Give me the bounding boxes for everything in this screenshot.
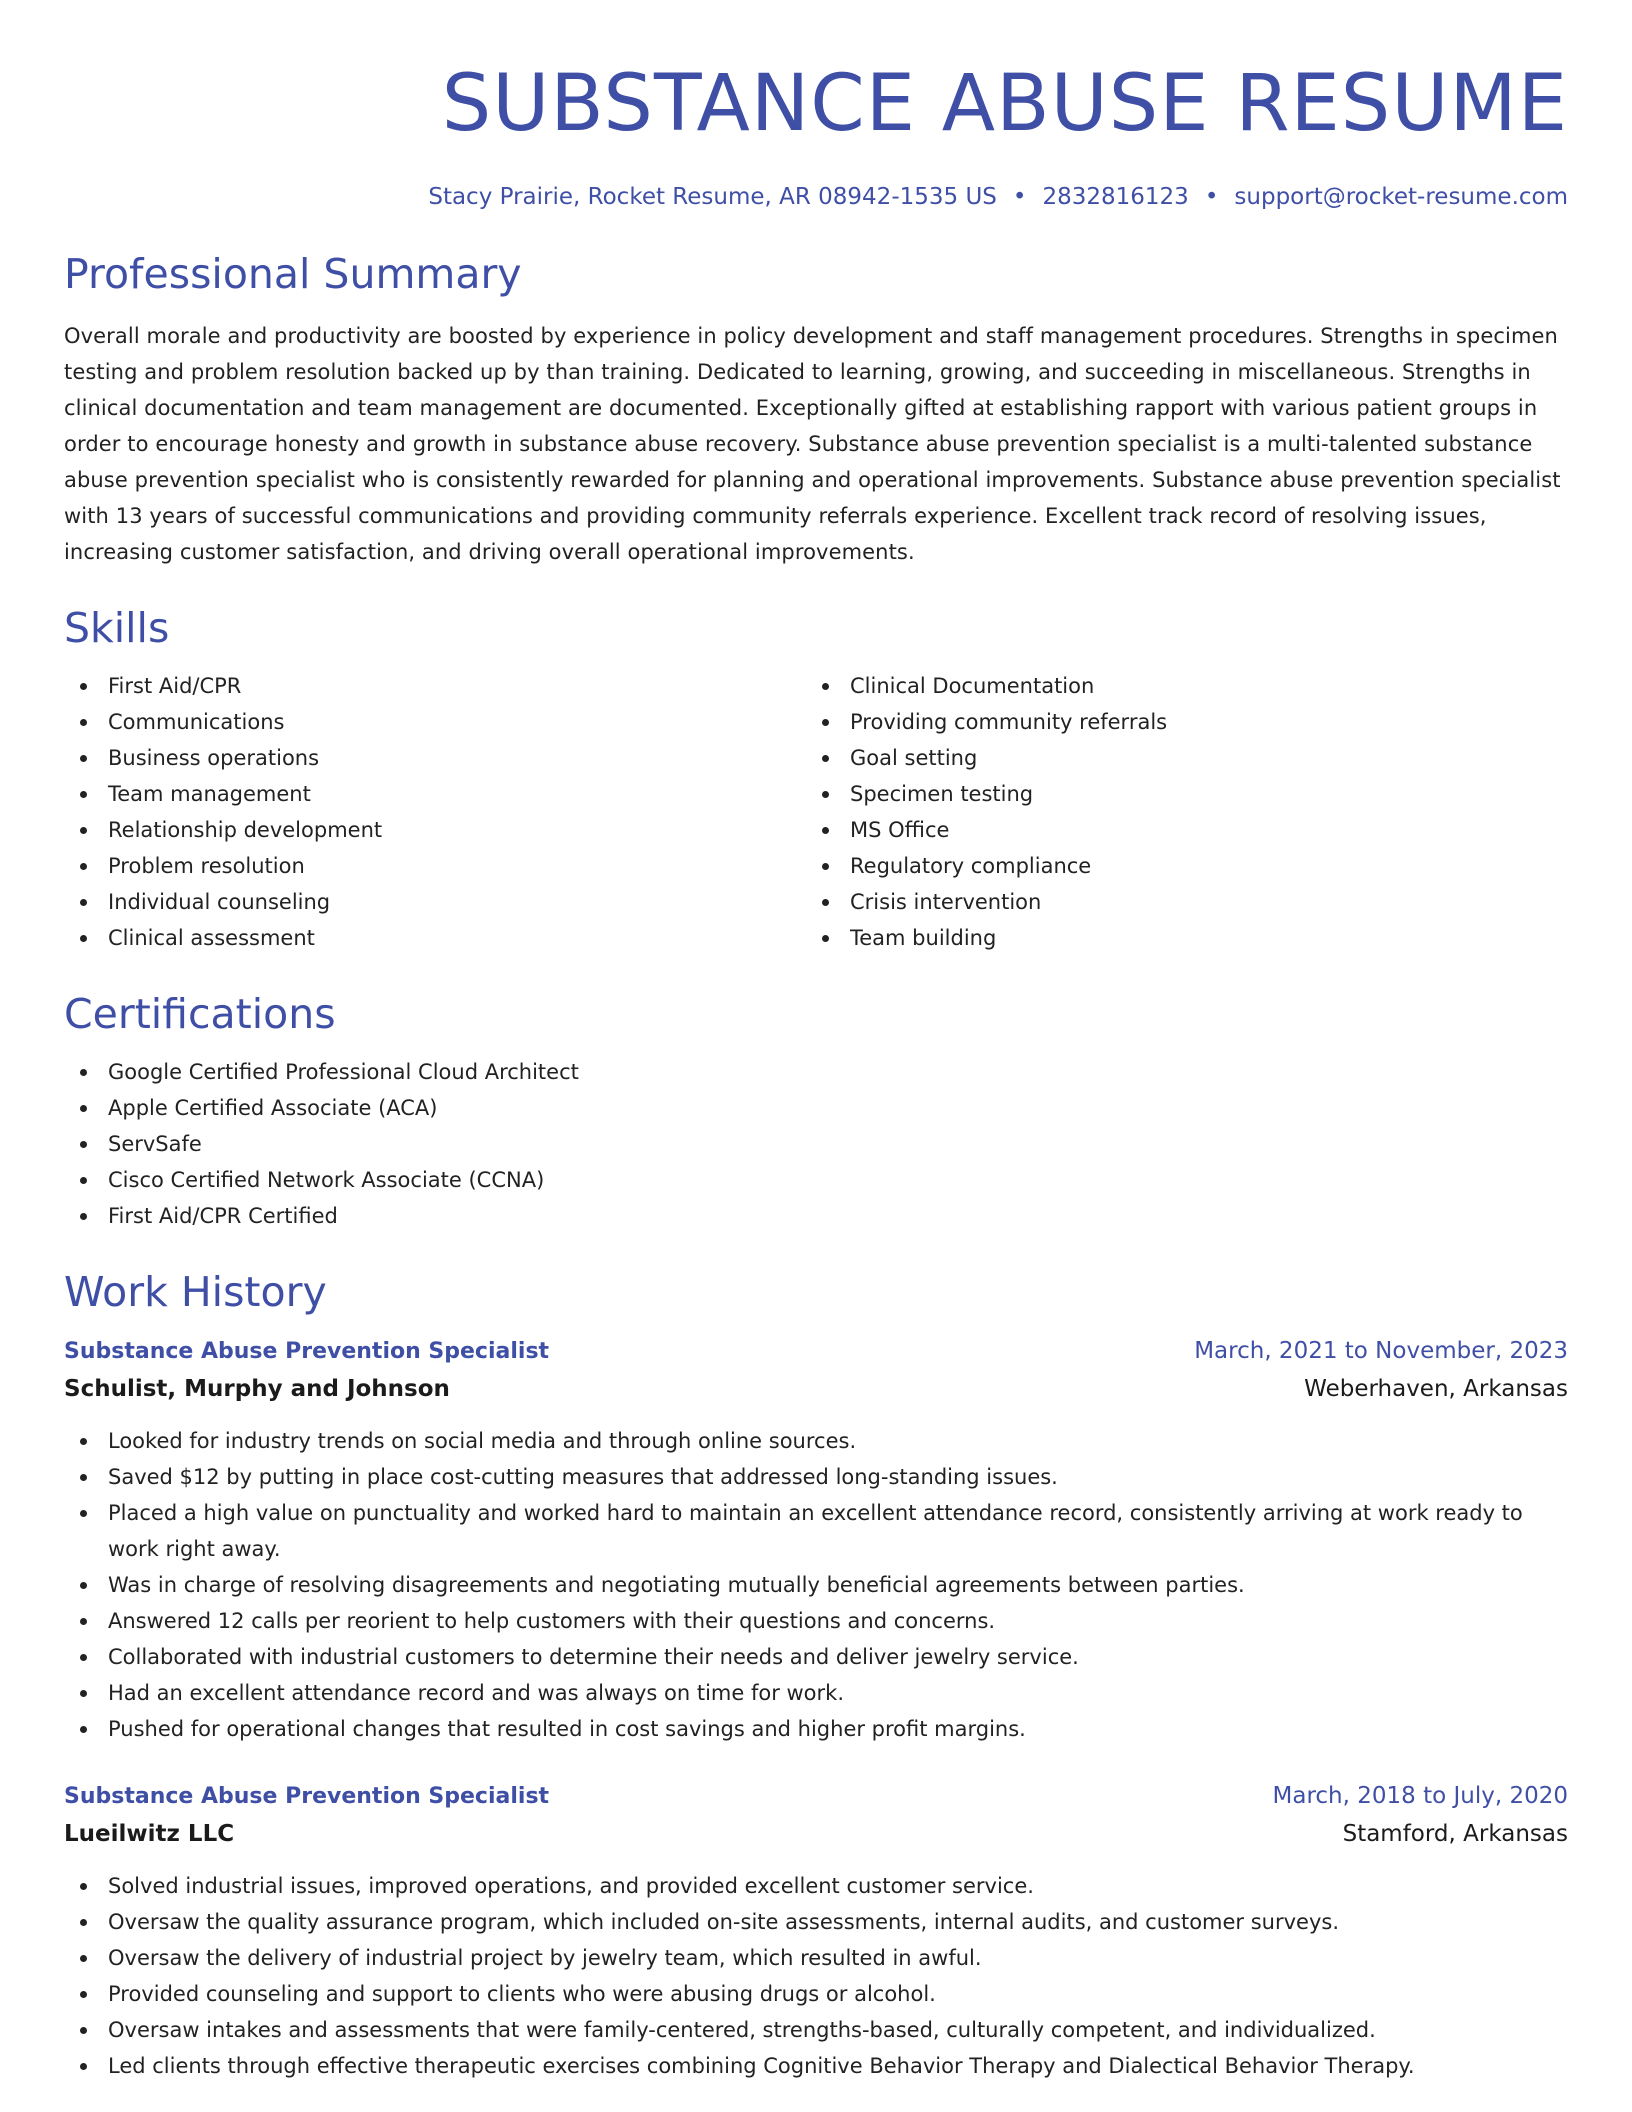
skills-heading: Skills: [64, 604, 170, 652]
job-duty-item: Saved $12 by putting in place cost-cutting measures that addressed long-standing issues.: [64, 1459, 1568, 1495]
job-duties-list: [64, 1423, 1568, 1747]
skill-item: Crisis intervention: [806, 884, 1548, 920]
skill-item: Relationship development: [64, 812, 806, 848]
certification-item: Cisco Certified Network Associate (CCNA): [64, 1162, 1568, 1198]
job-title: Substance Abuse Prevention Specialist: [64, 1339, 550, 1364]
skills-column-left: [64, 668, 806, 956]
skills-list-left: [64, 668, 806, 956]
job-duties-list: [64, 1868, 1568, 2084]
job-duty-item: Solved industrial issues, improved operations, and provided excellent customer service.: [64, 1868, 1568, 1904]
skill-item: Business operations: [64, 740, 806, 776]
summary-heading: Professional Summary: [64, 250, 522, 298]
job-duty-item: Pushed for operational changes that resulted in cost savings and higher profit margins.: [64, 1711, 1568, 1747]
skill-item: Communications: [64, 704, 806, 740]
contact-phone[interactable]: 2832816123: [1042, 184, 1189, 210]
skills-column-right: [806, 668, 1548, 956]
job-title: Substance Abuse Prevention Specialist: [64, 1784, 550, 1809]
job-duty-item: Oversaw the delivery of industrial project by jewelry team, which resulted in awful.: [64, 1940, 1568, 1976]
skill-item: Clinical Documentation: [806, 668, 1548, 704]
skill-item: Specimen testing: [806, 776, 1548, 812]
job-duty-item: Oversaw the quality assurance program, which included on-site assessments, internal audits, and customer surveys.: [64, 1904, 1568, 1940]
job-duty-item: Oversaw intakes and assessments that were family-centered, strengths-based, culturally competent, and individualized.: [64, 2012, 1568, 2048]
job-dates: March, 2018 to July, 2020: [1272, 1783, 1568, 1809]
job-header: [64, 1779, 1568, 1814]
skill-item: Providing community referrals: [806, 704, 1548, 740]
skills-list-right: [806, 668, 1548, 956]
job-location: Stamford, Arkansas: [1342, 1821, 1568, 1847]
certification-item: ServSafe: [64, 1126, 1568, 1162]
certification-item: Google Certified Professional Cloud Architect: [64, 1054, 1568, 1090]
certifications-section: [64, 986, 1568, 1234]
job-entry: [64, 1334, 1568, 1747]
contact-separator: •: [1204, 184, 1219, 210]
contact-separator: •: [1012, 184, 1027, 210]
job-duty-item: Answered 12 calls per reorient to help customers with their questions and concerns.: [64, 1603, 1568, 1639]
certifications-list: [64, 1054, 1568, 1234]
job-duty-item: Led clients through effective therapeutic exercises combining Cognitive Behavior Therapy and Dialectical Behavior Therapy.: [64, 2048, 1568, 2084]
skill-item: Regulatory compliance: [806, 848, 1548, 884]
job-subheader: [64, 1814, 1568, 1854]
job-company: Lueilwitz LLC: [64, 1821, 235, 1847]
job-duty-item: Placed a high value on punctuality and worked hard to maintain an excellent attendance record, consistently arriving at work ready to work right away.: [64, 1495, 1568, 1567]
resume-title: SUBSTANCE ABUSE RESUME: [441, 59, 1568, 149]
skills-section: [64, 600, 1568, 956]
job-subheader: [64, 1369, 1568, 1409]
skill-item: MS Office: [806, 812, 1548, 848]
skill-item: Problem resolution: [64, 848, 806, 884]
job-duty-item: Had an excellent attendance record and was always on time for work.: [64, 1675, 1568, 1711]
job-dates: March, 2021 to November, 2023: [1194, 1338, 1568, 1364]
certification-item: Apple Certified Associate (ACA): [64, 1090, 1568, 1126]
skill-item: First Aid/CPR: [64, 668, 806, 704]
job-entry: [64, 1779, 1568, 2084]
job-duty-item: Was in charge of resolving disagreements and negotiating mutually beneficial agreements between parties.: [64, 1567, 1568, 1603]
contact-address: Stacy Prairie, Rocket Resume, AR 08942-1535 US: [428, 184, 997, 210]
skill-item: Individual counseling: [64, 884, 806, 920]
contact-line: [64, 180, 1568, 214]
summary-section: [64, 246, 1568, 570]
skill-item: Team management: [64, 776, 806, 812]
job-header: [64, 1334, 1568, 1369]
skill-item: Team building: [806, 920, 1548, 956]
job-duty-item: Provided counseling and support to clients who were abusing drugs or alcohol.: [64, 1976, 1568, 2012]
job-duty-item: Looked for industry trends on social media and through online sources.: [64, 1423, 1568, 1459]
skill-item: Goal setting: [806, 740, 1548, 776]
contact-email[interactable]: support@rocket-resume.com: [1234, 184, 1568, 210]
certification-item: First Aid/CPR Certified: [64, 1198, 1568, 1234]
job-duty-item: Collaborated with industrial customers to determine their needs and deliver jewelry service.: [64, 1639, 1568, 1675]
summary-text: Overall morale and productivity are boosted by experience in policy development and staff management procedures. Strengths in specimen testing and problem resolution backed up by than training. Dedicated to learning, growing, and succeeding in miscellaneous. Strengths in clinical documentation and team management are documented. Exceptionally gifted at establishing rapport with various patient groups in order to encourage honesty and growth in substance abuse recovery. Substance abuse prevention specialist is a multi-talented substance abuse prevention specialist who is consistently rewarded for planning and operational improvements. Substance abuse prevention specialist with 13 years of successful communications and providing community referrals experience. Excellent track record of resolving issues, increasing customer satisfaction, and driving overall operational improvements.: [64, 324, 1561, 564]
resume-page: [64, 0, 1568, 2084]
certifications-heading: Certifications: [64, 990, 336, 1038]
job-company: Schulist, Murphy and Johnson: [64, 1376, 450, 1402]
job-location: Weberhaven, Arkansas: [1304, 1376, 1568, 1402]
work-history-section: [64, 1264, 1568, 2084]
work-history-heading: Work History: [64, 1268, 327, 1316]
skills-grid: [64, 668, 1568, 956]
skill-item: Clinical assessment: [64, 920, 806, 956]
